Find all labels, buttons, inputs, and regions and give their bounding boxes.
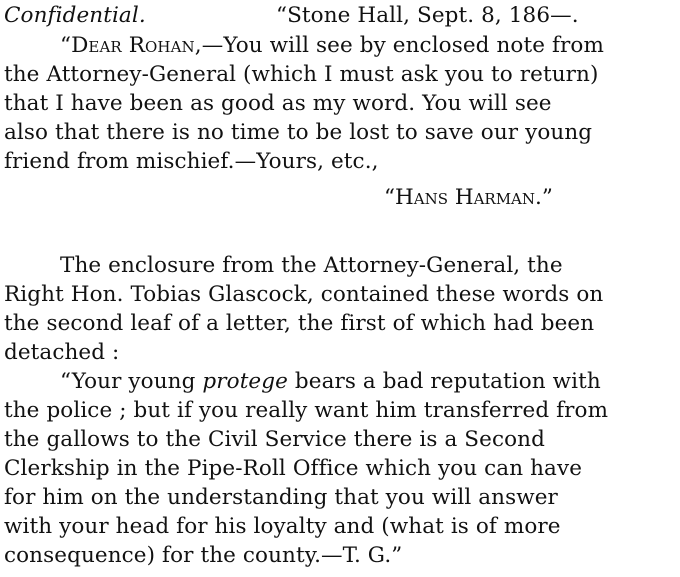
narrative-line-2: Right Hon. Tobias Glascock, contained these words on — [4, 282, 604, 307]
letter-place-date: “Stone Hall, Sept. 8, 186—. — [276, 3, 579, 28]
quote-line-1 — [60, 368, 676, 396]
letter-line-1 — [60, 32, 676, 60]
quote-italic-word: protege — [202, 369, 288, 394]
quote-line-5: for him on the understanding that you will answer — [4, 485, 558, 510]
signature-open-quote: “ — [384, 185, 395, 210]
letter-line-4: also that there is no time to be lost to save our young — [4, 120, 593, 145]
letter-header — [4, 2, 676, 30]
letter-line-2: the Attorney-General (which I must ask you to return) — [4, 62, 599, 87]
letter-signature — [384, 184, 553, 212]
quote-line-2: the police ; but if you really want him transferred from — [4, 398, 609, 423]
letter-line-3: that I have been as good as my word. You will see — [4, 91, 552, 116]
confidential-label: Confidential. — [4, 3, 146, 28]
quote-line-7: consequence) for the county.—T. G.” — [4, 543, 403, 568]
salutation: Dear Rohan — [71, 33, 195, 58]
quote-line-1-pre: “Your young — [60, 369, 203, 394]
narrative-line-4: detached : — [4, 340, 120, 365]
salutation-open-quote: “ — [60, 33, 72, 58]
signature-close: .” — [535, 185, 553, 210]
letter-line-1-rest: ,—You will see by enclosed note from — [194, 33, 604, 58]
letter-line-5: friend from mischief.—Yours, etc., — [4, 149, 379, 174]
quote-line-4: Clerkship in the Pipe-Roll Office which you can have — [4, 456, 583, 481]
narrative-line-3: the second leaf of a letter, the first of which had been — [4, 311, 595, 336]
signature-name: Hans Harman — [395, 185, 536, 210]
narrative-line-1: The enclosure from the Attorney-General, the — [60, 253, 563, 278]
quote-line-6: with your head for his loyalty and (what is of more — [4, 514, 561, 539]
quote-line-3: the gallows to the Civil Service there is a Second — [4, 427, 545, 452]
quote-line-1-post: bears a bad reputation with — [287, 369, 601, 394]
